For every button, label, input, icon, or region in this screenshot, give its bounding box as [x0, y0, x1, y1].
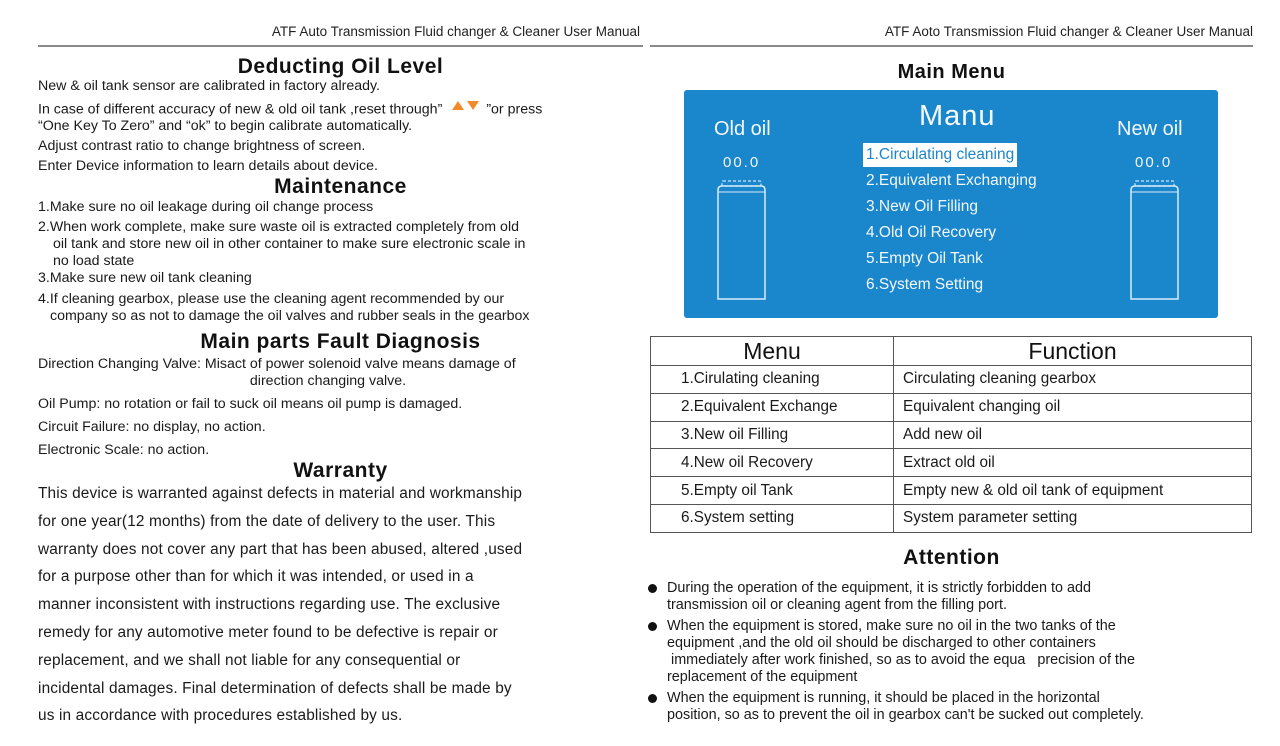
old-oil-reading: 00.0	[723, 154, 761, 171]
fault-valve-line-1: Direction Changing Valve: Misact of power solenoid valve means damage of	[38, 356, 516, 372]
section-title-attention: Attention	[903, 546, 1000, 569]
attention-line: During the operation of the equipment, it is strictly forbidden to add	[667, 580, 1091, 596]
table-row	[651, 449, 1252, 477]
screen-menu-item-label: 1.Circulating cleaning	[863, 143, 1017, 167]
maintenance-item-4-line-2: company so as not to damage the oil valves and rubber seals in the gearbox	[50, 308, 530, 324]
table-cell-menu: 1.Cirulating cleaning	[651, 366, 894, 394]
warranty-text	[38, 480, 522, 730]
warranty-line: This device is warranted against defects in material and workmanship	[38, 485, 523, 502]
header-rule	[650, 45, 1253, 47]
table-cell-function: Add new oil	[894, 421, 1252, 449]
screen-menu-item-3[interactable]: 3.New Oil Filling	[866, 198, 978, 215]
attention-list	[648, 580, 1258, 728]
deducting-line-2	[38, 101, 542, 118]
maintenance-item-1: 1.Make sure no oil leakage during oil change process	[38, 199, 374, 215]
screen-title: Manu	[919, 100, 996, 132]
deducting-line-3: “One Key To Zero” and “ok” to begin calibrate automatically.	[38, 118, 413, 134]
section-title-warranty: Warranty	[293, 459, 388, 482]
deducting-line-4: Adjust contrast ratio to change brightness of screen.	[38, 138, 366, 154]
table-cell-function: Circulating cleaning gearbox	[894, 366, 1252, 394]
warranty-line: us in accordance with procedures established by us.	[38, 707, 403, 725]
screen-menu-item-4[interactable]: 4.Old Oil Recovery	[866, 224, 997, 241]
menu-function-table	[650, 336, 1252, 533]
table-header-row	[651, 337, 1252, 366]
table-row	[651, 393, 1252, 421]
section-title-deducting: Deducting Oil Level	[237, 55, 444, 78]
bullet-icon	[648, 694, 657, 703]
new-oil-label: New oil	[1117, 118, 1183, 140]
right-page	[650, 0, 1253, 746]
attention-item	[648, 580, 1258, 614]
attention-item	[648, 690, 1258, 724]
table-row	[651, 421, 1252, 449]
table-cell-menu: 4.New oil Recovery	[651, 449, 894, 477]
maintenance-item-2-line-2: oil tank and store new oil in other container to make sure electronic scale in	[53, 236, 526, 252]
warranty-line: for a purpose other than for which it was intended, or used in a	[38, 568, 474, 586]
screen-menu-list	[863, 143, 1040, 299]
deducting-line-2b: ”or press	[486, 101, 543, 118]
section-title-main-menu: Main Menu	[897, 61, 1006, 83]
warranty-line: incidental damages. Final determination of defects shall be made by	[38, 679, 512, 697]
table-cell-function: Extract old oil	[894, 449, 1252, 477]
attention-line: position, so as to prevent the oil in gearbox can't be sucked out completely.	[667, 707, 1144, 723]
screen-menu-item-5[interactable]: 5.Empty Oil Tank	[866, 250, 983, 267]
table-row	[651, 477, 1252, 505]
warranty-line: remedy for any automotive meter found to be defective is repair or	[38, 623, 498, 641]
fault-electronic-scale: Electronic Scale: no action.	[38, 442, 210, 458]
attention-line: immediately after work finished, so as to avoid the equa precision of the	[667, 652, 1135, 668]
deducting-line-2a: In case of different accuracy of new & old oil tank ,reset through”	[38, 101, 443, 118]
table-cell-menu: 3.New oil Filling	[651, 421, 894, 449]
attention-line: transmission oil or cleaning agent from the filling port.	[667, 597, 1007, 613]
fault-valve-line-2: direction changing valve.	[249, 373, 407, 389]
running-header: ATF Auto Transmission Fluid changer & Cleaner User Manual	[271, 24, 640, 39]
table-row	[651, 366, 1252, 394]
screen-menu-item-6[interactable]: 6.System Setting	[866, 276, 984, 293]
warranty-line: manner inconsistent with instructions regarding use. The exclusive	[38, 596, 501, 614]
new-oil-tank-icon	[1127, 180, 1182, 300]
table-cell-menu: 5.Empty oil Tank	[651, 477, 894, 505]
table-header-menu: Menu	[651, 337, 894, 366]
up-down-arrows-icon	[452, 99, 480, 116]
running-header: ATF Aoto Transmission Fluid changer & Cleaner User Manual	[884, 24, 1253, 39]
section-title-maintenance: Maintenance	[274, 175, 407, 198]
attention-line: replacement of the equipment	[667, 669, 858, 685]
maintenance-item-4-line-1: 4.If cleaning gearbox, please use the cleaning agent recommended by our	[38, 291, 505, 307]
warranty-line: replacement, and we shall not liable for any consequential or	[38, 651, 461, 669]
bullet-icon	[648, 584, 657, 593]
attention-item	[648, 618, 1258, 686]
attention-line: When the equipment is running, it should be placed in the horizontal	[667, 690, 1100, 706]
deducting-line-1: New & oil tank sensor are calibrated in factory already.	[38, 78, 380, 94]
warranty-line: warranty does not cover any part that has been abused, altered ,used	[38, 540, 523, 558]
maintenance-item-2-line-1: 2.When work complete, make sure waste oil is extracted completely from old	[38, 219, 519, 235]
fault-circuit: Circuit Failure: no display, no action.	[38, 419, 266, 435]
old-oil-label: Old oil	[714, 118, 771, 140]
table-row	[651, 504, 1252, 532]
table-cell-menu: 6.System setting	[651, 504, 894, 532]
header-rule	[38, 45, 643, 47]
screen-menu-item-2[interactable]: 2.Equivalent Exchanging	[866, 172, 1037, 189]
table-cell-function: Empty new & old oil tank of equipment	[894, 477, 1252, 505]
maintenance-item-3: 3.Make sure new oil tank cleaning	[38, 270, 252, 286]
new-oil-reading: 00.0	[1135, 154, 1173, 171]
attention-line: When the equipment is stored, make sure no oil in the two tanks of the	[667, 618, 1116, 634]
maintenance-item-2-line-3: no load state	[53, 253, 135, 269]
deducting-line-5: Enter Device information to learn details about device.	[38, 158, 378, 174]
table-cell-function: System parameter setting	[894, 504, 1252, 532]
table-cell-function: Equivalent changing oil	[894, 393, 1252, 421]
table-cell-menu: 2.Equivalent Exchange	[651, 393, 894, 421]
device-screen	[684, 90, 1218, 318]
old-oil-tank-icon	[714, 180, 769, 300]
section-title-fault-diagnosis: Main parts Fault Diagnosis	[200, 330, 481, 353]
left-page	[38, 0, 643, 746]
table-header-function: Function	[894, 337, 1252, 366]
warranty-line: for one year(12 months) from the date of delivery to the user. This	[38, 512, 496, 530]
fault-oil-pump: Oil Pump: no rotation or fail to suck oil means oil pump is damaged.	[38, 396, 463, 412]
bullet-icon	[648, 622, 657, 631]
screen-menu-item-1[interactable]	[863, 143, 1040, 169]
attention-line: equipment ,and the old oil should be discharged to other containers	[667, 635, 1096, 651]
